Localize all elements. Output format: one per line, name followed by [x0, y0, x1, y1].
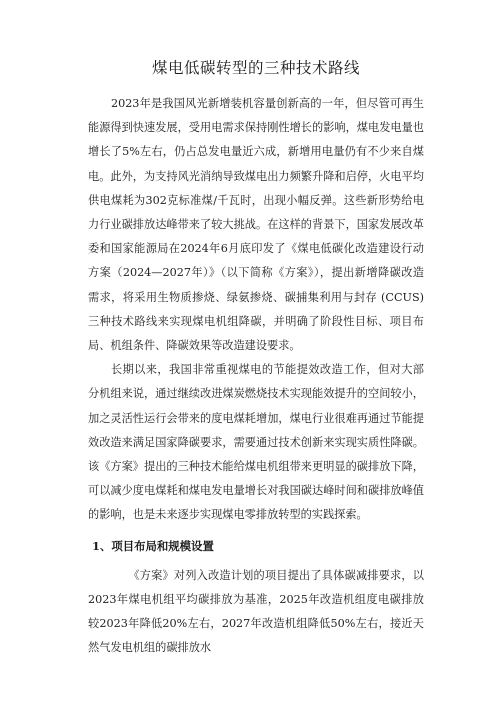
- body-paragraph-1: 2023年是我国风光新增装机容量创新高的一年，但尽管可再生能源得到快速发展，受用电需求保持刚性增长的影响，煤电发电量也增长了5%左右，仍占总发电量近六成，新增用电量仍有不少来自煤电。此外，为支持风光消纳导致煤电出力频繁升降和启停，火电平均供电煤耗为302克标准煤/千瓦时，出现小幅反弹。这些新形势给电力行业碳排放达峰带来了较大挑战。在这样的背景下，国家发展改革委和国家能源局在2024年6月底印发了《煤电低碳化改造建设行动方案（2024—2027年）》（以下简称《方案》），提出新增降碳改造需求，将采用生物质掺烧、绿氨掺烧、碳捕集利用与封存 (CCUS) 三种技术路线来实现煤电机组降碳，并明确了阶段性目标、项目布局、机组条件、降碳效果等改造建设要求。: [88, 97, 424, 353]
- body-paragraph-2: 长期以来，我国非常重视煤电的节能提效改造工作，但对大部分机组来说，通过继续改进煤炭燃烧技术实现能效提升的空间较小，加之灵活性运行会带来的度电煤耗增加，煤电行业很难再通过节能提效改造来满足国家降碳要求，需要通过技术创新来实现实质性降碳。该《方案》提出的三种技术能给煤电机组带来更明显的碳排放下降，可以减少度电煤耗和煤电发电量增长对我国碳达峰时间和碳排放峰值的影响，也是未来逐步实现煤电零排放转型的实践探索。: [88, 363, 424, 522]
- document-title: 煤电低碳转型的三种技术路线: [151, 59, 360, 77]
- section-paragraph: 《方案》对列入改造计划的项目提出了具体碳减排要求，以2023年煤电机组平均碳排放为基准，2025年改造机组度电碳排放较2023年降低20%左右，2027年改造机组降低50%左右，接近天然气发电机组的碳排放水: [88, 568, 424, 655]
- section-heading: 1、项目布局和规模设置: [92, 538, 214, 553]
